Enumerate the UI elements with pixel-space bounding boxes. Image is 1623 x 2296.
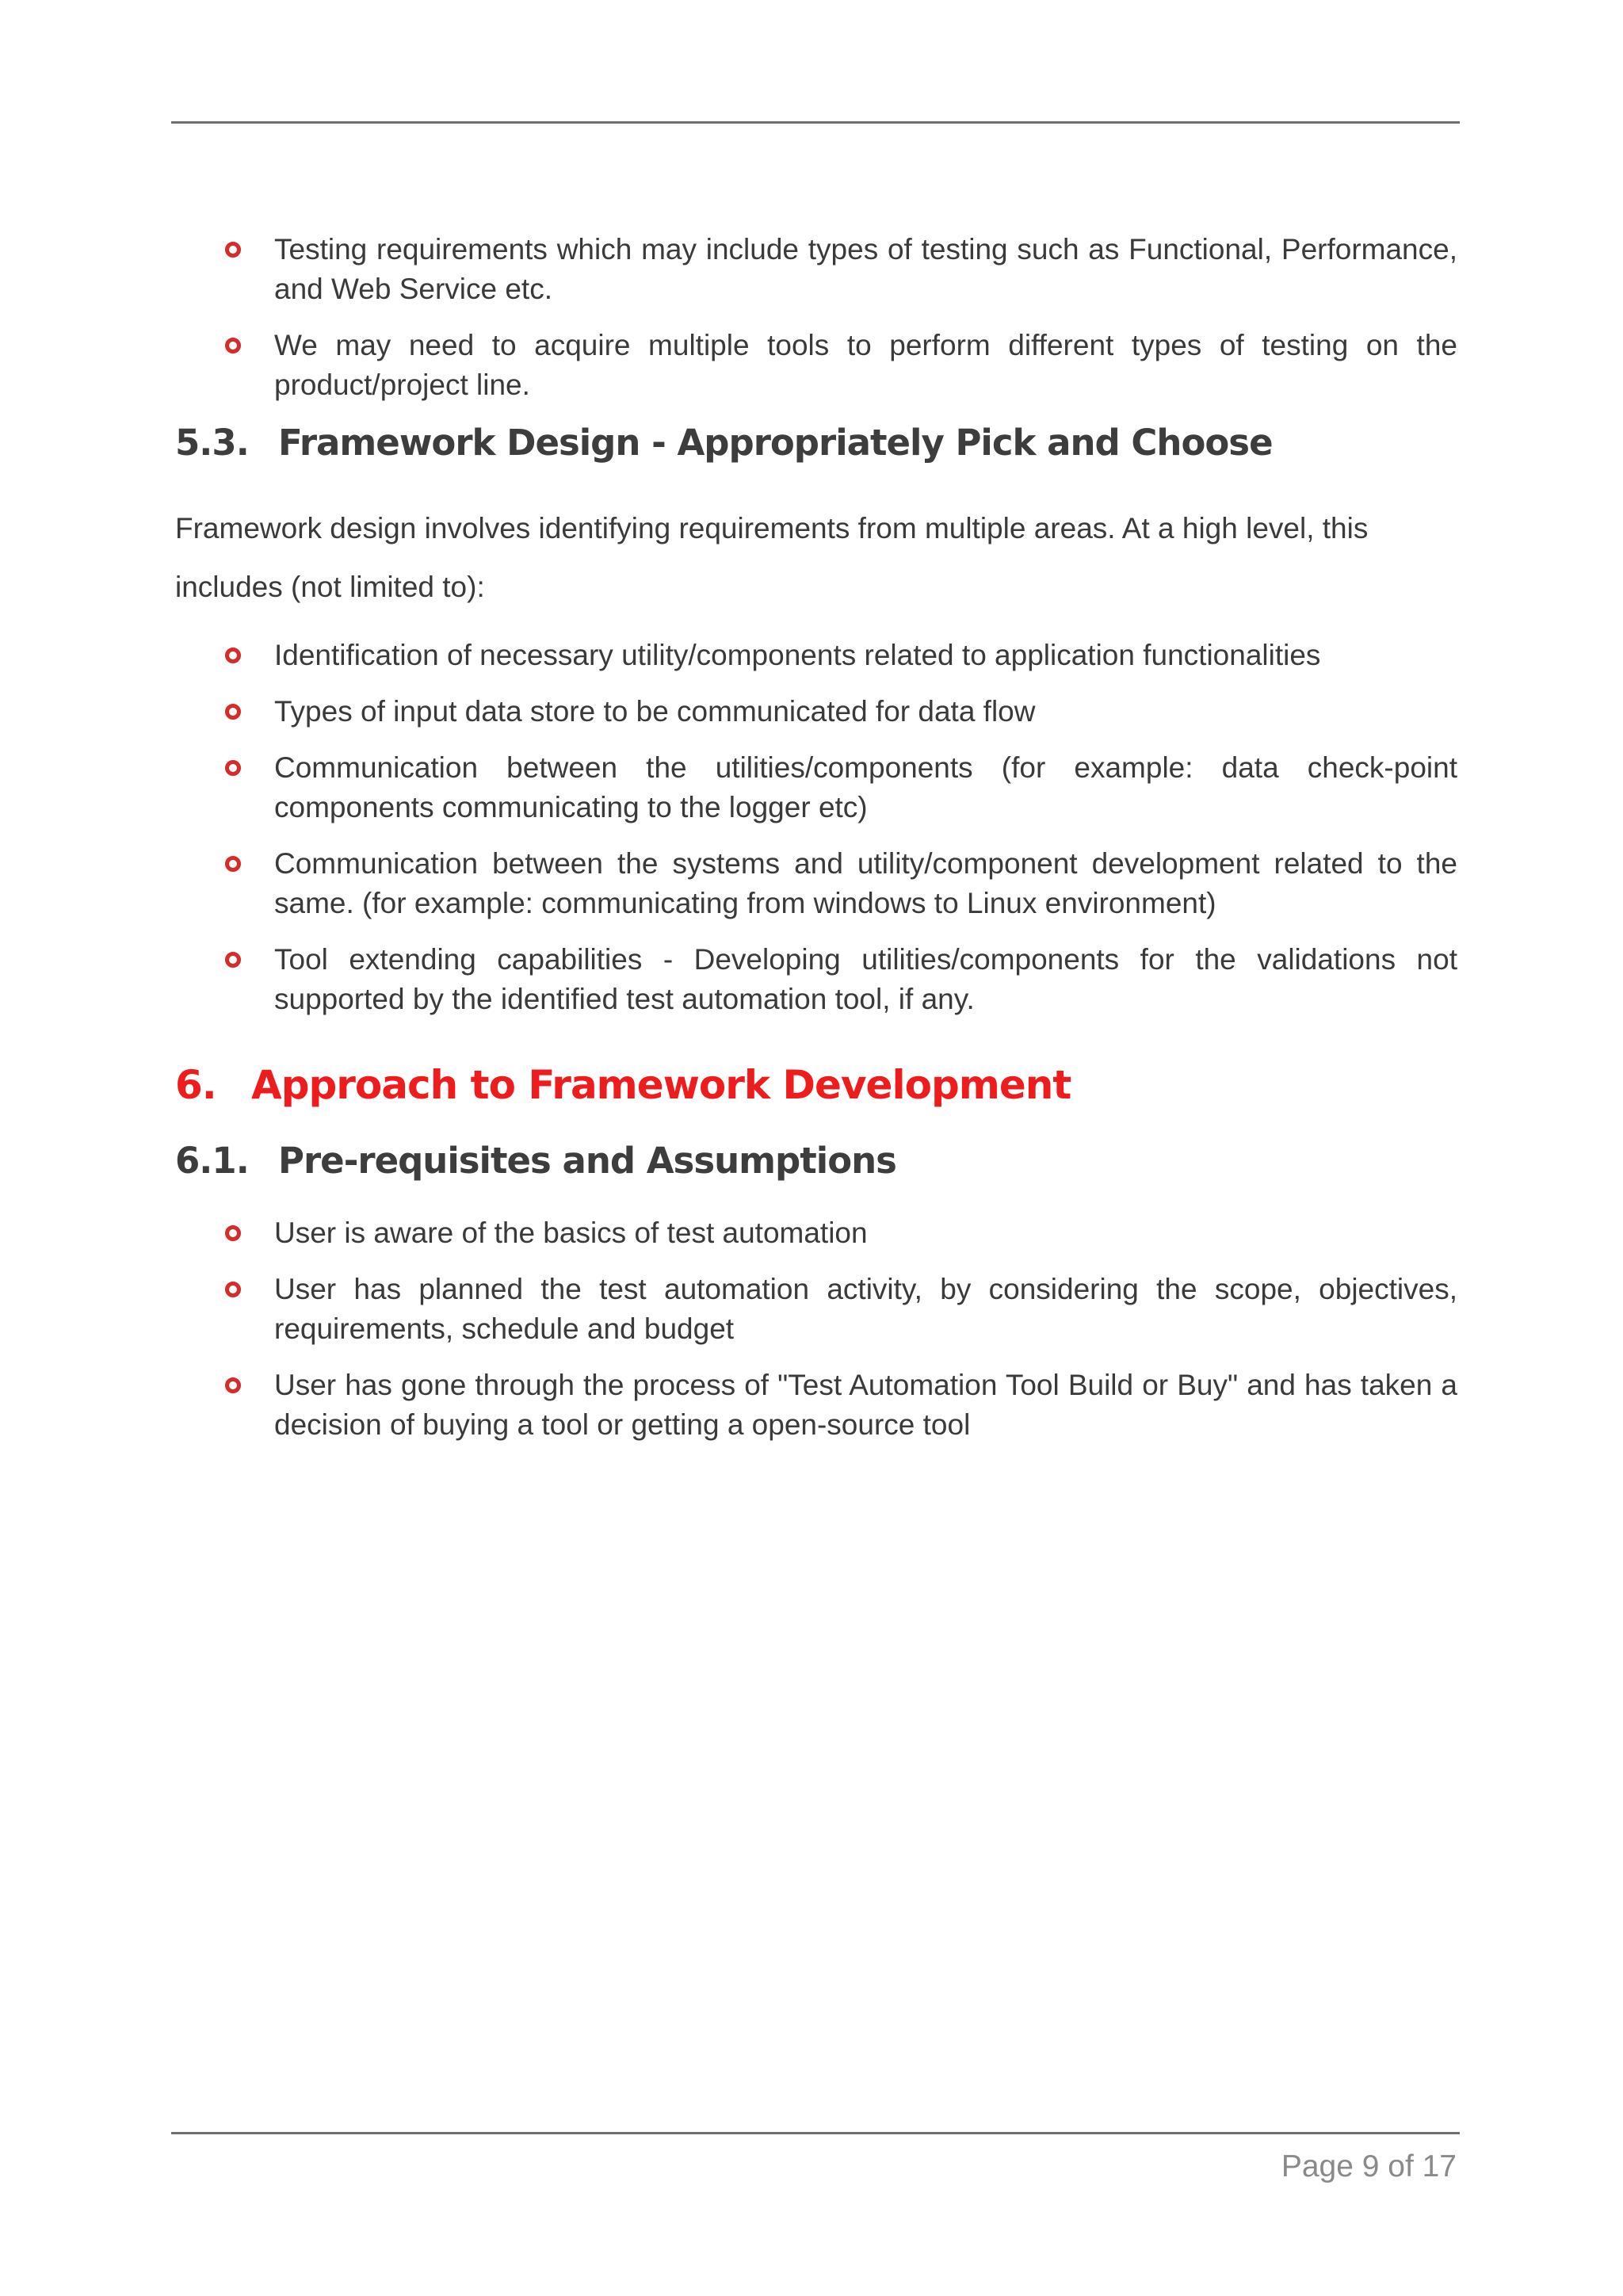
circle-bullet-icon bbox=[225, 952, 241, 968]
section-5-3-list bbox=[175, 636, 1457, 1019]
circle-bullet-icon bbox=[225, 338, 241, 353]
circle-bullet-icon bbox=[225, 648, 241, 663]
section-5-3-intro: Framework design involves identifying requirements from multiple areas. At a high level, this includes (not limited to): bbox=[175, 512, 1369, 603]
list-item: Identification of necessary utility/components related to application functionalities bbox=[175, 636, 1457, 675]
list-top bbox=[175, 230, 1457, 405]
circle-bullet-icon bbox=[225, 242, 241, 258]
footer-rule bbox=[171, 2132, 1460, 2134]
circle-bullet-icon bbox=[225, 1225, 241, 1241]
page-content bbox=[175, 230, 1457, 1461]
section-6-1-heading bbox=[175, 1140, 1457, 1182]
section-title: Pre-requisites and Assumptions bbox=[278, 1140, 896, 1182]
section-title: Approach to Framework Development bbox=[251, 1062, 1071, 1108]
circle-bullet-icon bbox=[225, 1377, 241, 1393]
list-item: Testing requirements which may include types of testing such as Functional, Performance, and Web Service etc. bbox=[175, 230, 1457, 309]
section-number: 5.3. bbox=[175, 422, 249, 464]
section-number: 6.1. bbox=[175, 1140, 249, 1182]
circle-bullet-icon bbox=[225, 760, 241, 776]
list-item: Types of input data store to be communicated for data flow bbox=[175, 692, 1457, 732]
list-item: User is aware of the basics of test automation bbox=[175, 1213, 1457, 1253]
section-number: 6. bbox=[175, 1062, 216, 1108]
circle-bullet-icon bbox=[225, 1282, 241, 1297]
section-6-heading bbox=[175, 1062, 1457, 1108]
section-6-1-list bbox=[175, 1213, 1457, 1445]
circle-bullet-icon bbox=[225, 704, 241, 720]
list-item: User has gone through the process of "Test Automation Tool Build or Buy" and has taken a decision of buying a tool or getting a open-source tool bbox=[175, 1366, 1457, 1445]
list-item: We may need to acquire multiple tools to perform different types of testing on the product/project line. bbox=[175, 326, 1457, 405]
section-title: Framework Design - Appropriately Pick and Choose bbox=[278, 422, 1273, 464]
list-item: Communication between the utilities/components (for example: data check-point components communicating to the logger etc) bbox=[175, 748, 1457, 827]
list-item: Tool extending capabilities - Developing utilities/components for the validations not supported by the identified test automation tool, if any. bbox=[175, 940, 1457, 1019]
list-item: Communication between the systems and utility/component development related to the same. (for example: communicating from windows to Linux environment) bbox=[175, 844, 1457, 923]
page-number: Page 9 of 17 bbox=[1281, 2149, 1457, 2183]
header-rule bbox=[171, 121, 1460, 124]
section-5-3-heading bbox=[175, 422, 1457, 464]
list-item: User has planned the test automation activity, by considering the scope, objectives, requirements, schedule and budget bbox=[175, 1270, 1457, 1349]
circle-bullet-icon bbox=[225, 856, 241, 872]
